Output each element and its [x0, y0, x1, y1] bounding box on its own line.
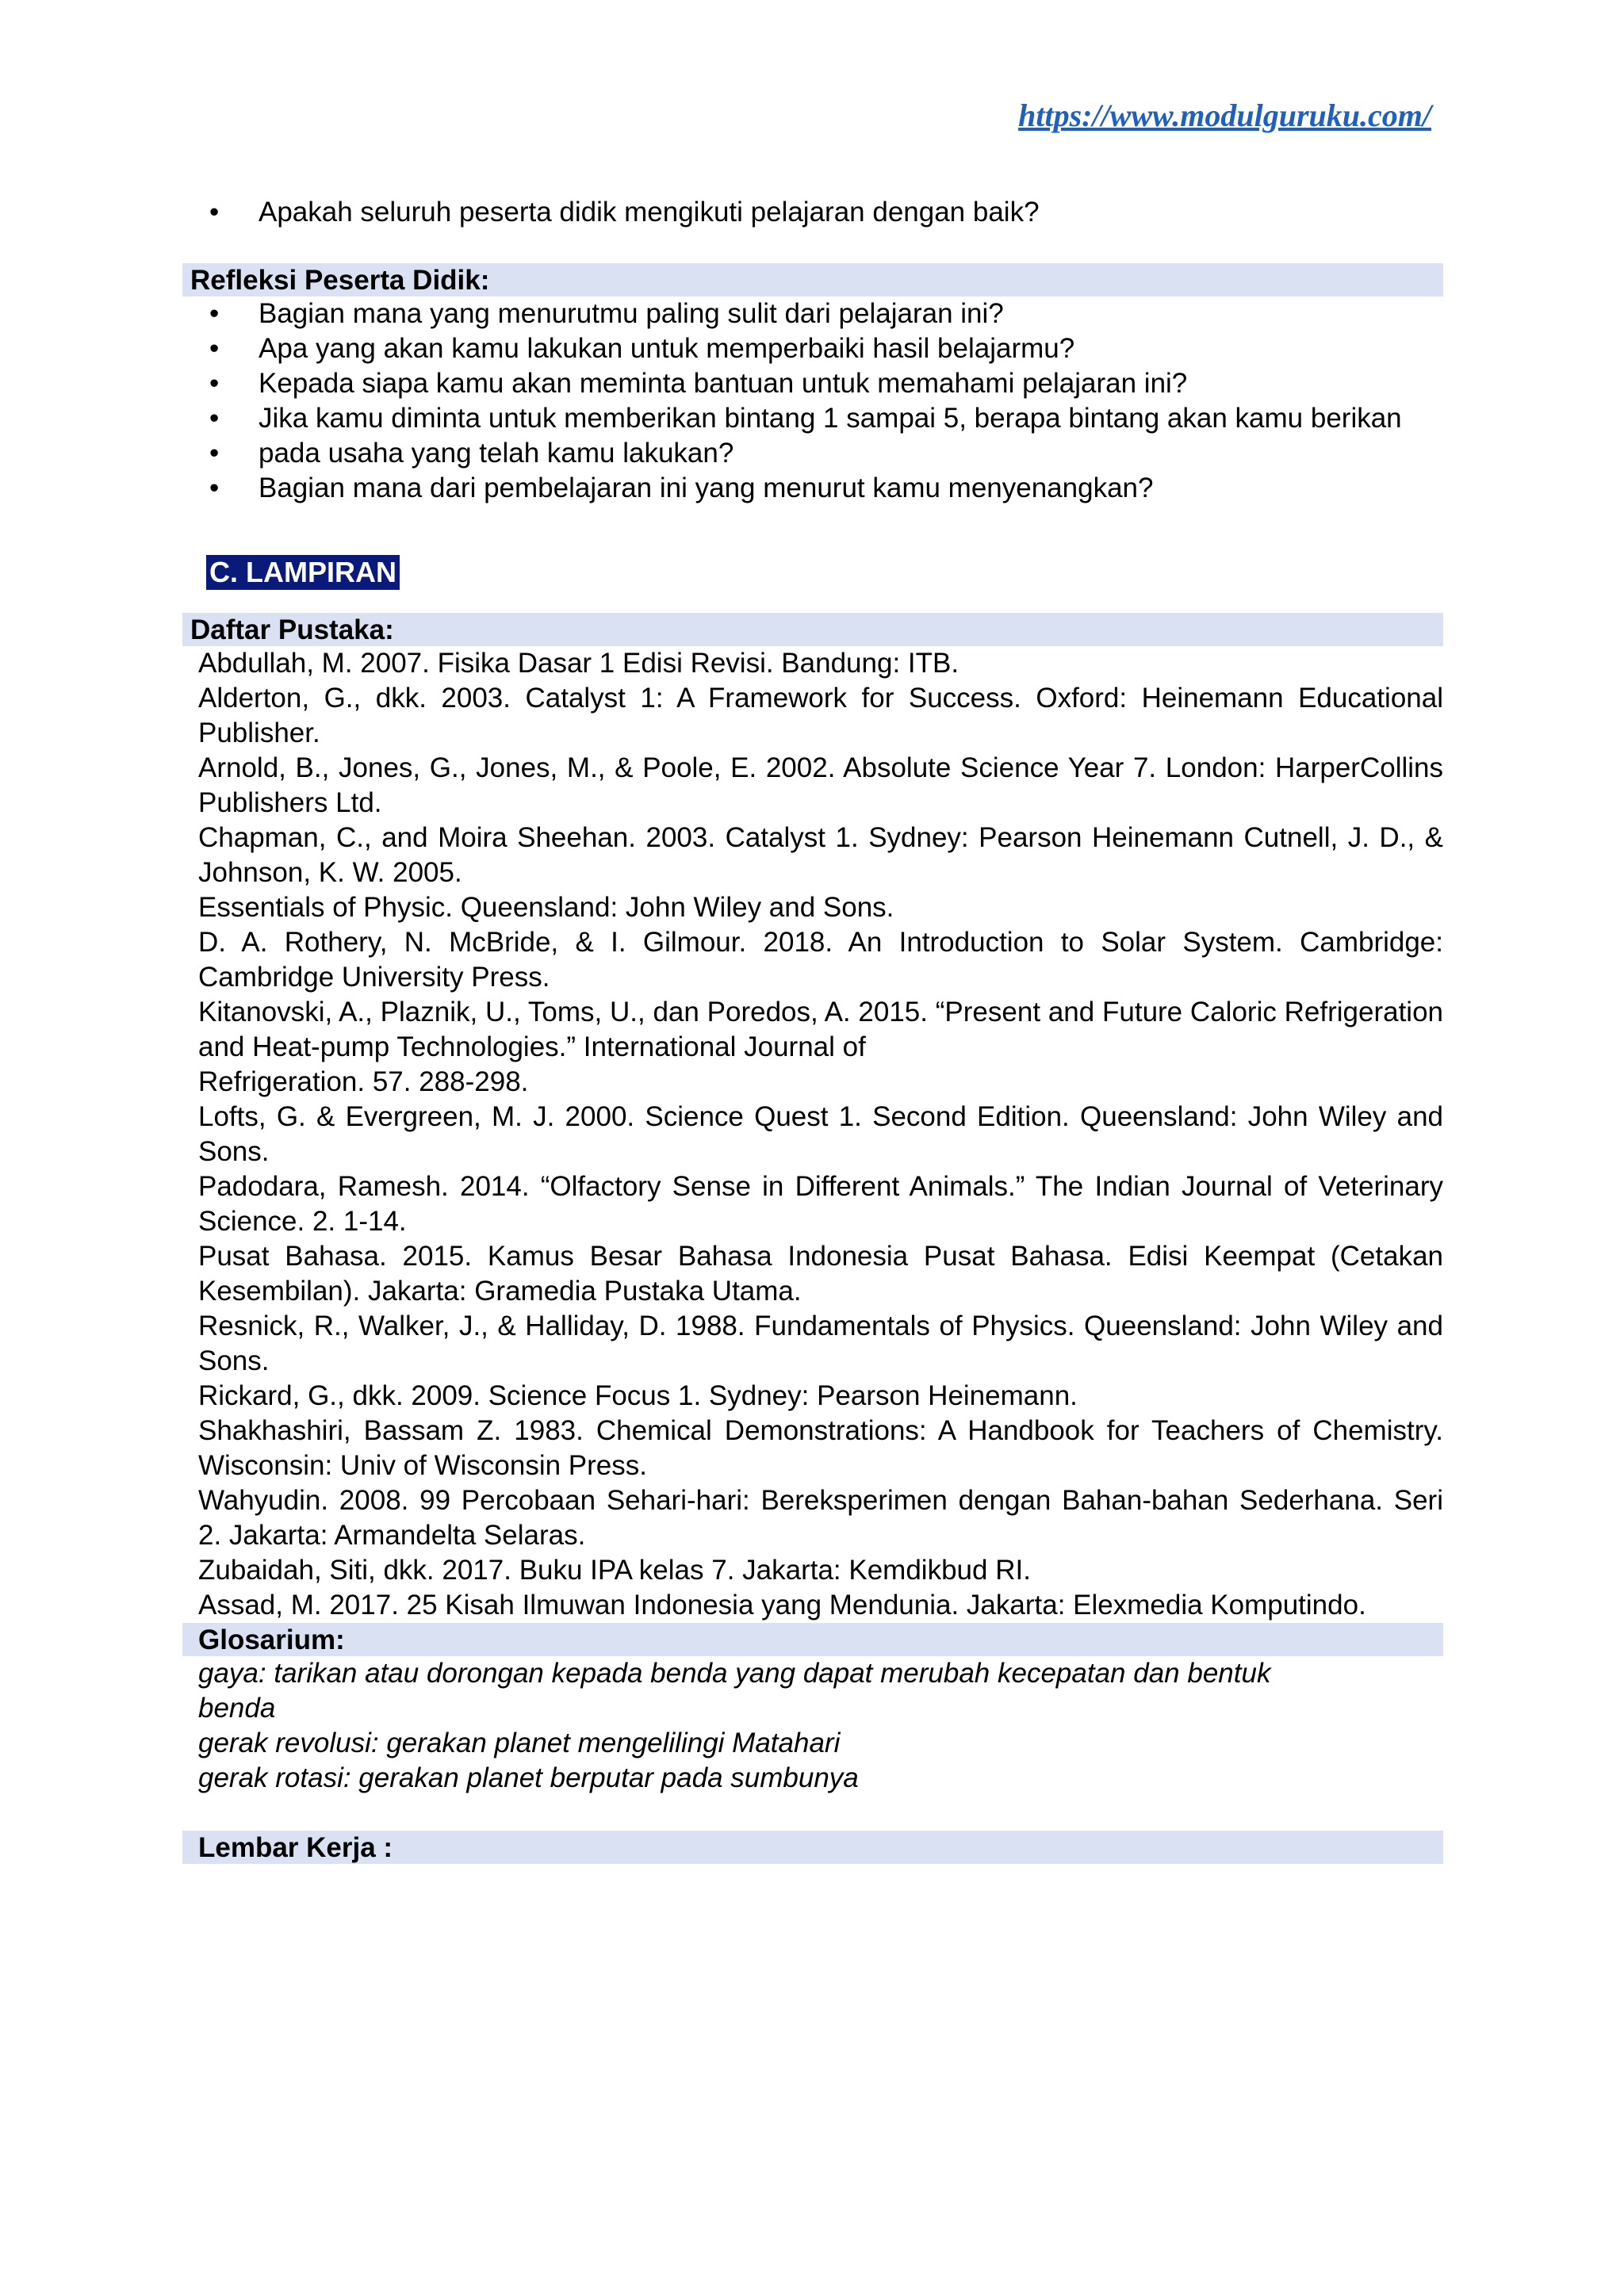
list-item: Essentials of Physic. Queensland: John Wiley and Sons. — [198, 892, 894, 923]
list-item: • Bagian mana yang menurutmu paling sulit dari pelajaran ini? — [182, 297, 1443, 331]
glossary-heading: Glosarium: — [182, 1623, 1443, 1656]
list-item: Rickard, G., dkk. 2009. Science Focus 1. Sydney: Pearson Heinemann. — [198, 1380, 1078, 1411]
list-item: Refrigeration. 57. 288-298. — [198, 1066, 529, 1097]
section-title-lampiran: C. LAMPIRAN — [206, 555, 400, 590]
list-item: • Apakah seluruh peserta didik mengikuti pelajaran dengan baik? — [182, 195, 1443, 230]
list-item: Shakhashiri, Bassam Z. 1983. Chemical Demonstrations: A Handbook for Teachers of Chemistry. Wisconsin: Univ of Wisconsin Press. — [198, 1415, 1443, 1481]
list-item: • Apa yang akan kamu lakukan untuk memperbaiki hasil belajarmu? — [182, 331, 1443, 366]
bibliography-heading: Daftar Pustaka: — [182, 613, 1443, 646]
document-body — [182, 195, 1443, 1864]
student-reflection-list — [182, 297, 1443, 506]
list-item: • Jika kamu diminta untuk memberikan bintang 1 sampai 5, berapa bintang akan kamu berikan — [182, 401, 1443, 436]
teacher-reflection-list — [182, 195, 1443, 230]
list-item: • Kepada siapa kamu akan meminta bantuan untuk memahami pelajaran ini? — [182, 366, 1443, 401]
list-item: D. A. Rothery, N. McBride, & I. Gilmour. 2018. An Introduction to Solar System. Cambridge: Cambridge University Press. — [198, 927, 1443, 993]
list-item: Lofts, G. & Evergreen, M. J. 2000. Science Quest 1. Second Edition. Queensland: John Wiley and Sons. — [198, 1101, 1443, 1167]
list-item: Wahyudin. 2008. 99 Percobaan Sehari-hari: Bereksperimen dengan Bahan-bahan Sederhana. Seri 2. Jakarta: Armandelta Selaras. — [198, 1485, 1443, 1551]
glossary-list — [182, 1656, 1324, 1796]
list-item: Zubaidah, Siti, dkk. 2017. Buku IPA kelas 7. Jakarta: Kemdikbud RI. — [198, 1555, 1031, 1586]
list-item: Arnold, B., Jones, G., Jones, M., & Poole, E. 2002. Absolute Science Year 7. London: HarperCollins Publishers Ltd. — [198, 752, 1443, 818]
list-item: Assad, M. 2017. 25 Kisah Ilmuwan Indonesia yang Mendunia. Jakarta: Elexmedia Komputindo. — [198, 1590, 1366, 1621]
list-item: Padodara, Ramesh. 2014. “Olfactory Sense in Different Animals.” The Indian Journal of Veterinary Science. 2. 1-14. — [198, 1171, 1443, 1237]
list-item: Resnick, R., Walker, J., & Halliday, D. 1988. Fundamentals of Physics. Queensland: John Wiley and Sons. — [198, 1311, 1443, 1376]
list-item: gerak revolusi: gerakan planet mengelilingi Matahari — [198, 1728, 841, 1758]
list-item: • pada usaha yang telah kamu lakukan? — [182, 436, 1443, 471]
list-item: • Bagian mana dari pembelajaran ini yang menurut kamu menyenangkan? — [182, 471, 1443, 506]
list-item: Alderton, G., dkk. 2003. Catalyst 1: A Framework for Success. Oxford: Heinemann Educational Publisher. — [198, 683, 1443, 748]
list-item: Abdullah, M. 2007. Fisika Dasar 1 Edisi Revisi. Bandung: ITB. — [198, 648, 959, 679]
list-item: Kitanovski, A., Plaznik, U., Toms, U., dan Poredos, A. 2015. “Present and Future Caloric Refrigeration and Heat-pump Technologies.” International Journal of — [198, 997, 1443, 1062]
bibliography-list — [182, 646, 1443, 1623]
list-item: Pusat Bahasa. 2015. Kamus Besar Bahasa Indonesia Pusat Bahasa. Edisi Keempat (Cetakan Kesembilan). Jakarta: Gramedia Pustaka Utama. — [198, 1241, 1443, 1307]
list-item: gerak rotasi: gerakan planet berputar pada sumbunya — [198, 1762, 859, 1793]
list-item: gaya: tarikan atau dorongan kepada benda yang dapat merubah kecepatan dan bentuk benda — [198, 1658, 1271, 1724]
list-item: Chapman, C., and Moira Sheehan. 2003. Catalyst 1. Sydney: Pearson Heinemann Cutnell, J. D., & Johnson, K. W. 2005. — [198, 822, 1443, 888]
worksheet-heading: Lembar Kerja : — [182, 1831, 1443, 1864]
student-reflection-heading: Refleksi Peserta Didik: — [182, 263, 1443, 297]
header-url-link[interactable]: https://www.modulguruku.com/ — [1018, 98, 1431, 133]
